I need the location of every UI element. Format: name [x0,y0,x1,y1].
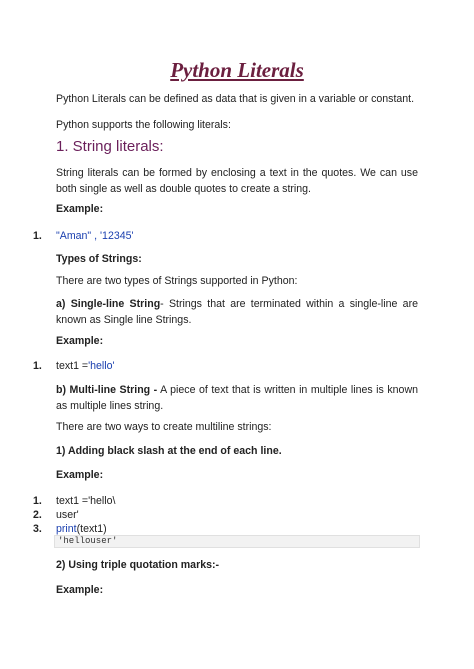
list-number: 3. [33,523,42,535]
intro-paragraph: Python Literals can be defined as data that is given in a variable or constant. [56,93,415,105]
method1-heading: 1) Adding black slash at the end of each line. [56,445,282,457]
method2-heading: 2) Using triple quotation marks:- [56,559,220,571]
code-line [56,360,115,372]
multi-line-label: b) Multi-line String - [56,384,158,396]
types-heading: Types of Strings: [56,253,142,265]
code-var: text1 = [56,360,89,372]
list-number: 1. [33,360,42,372]
example-label: Example: [56,335,104,347]
code-line: user' [56,509,79,521]
example-label: Example: [56,203,104,215]
single-line-text: - Strings that are terminated within a single-line are known as Single line Strings. [56,298,418,326]
code-keyword: print [56,523,77,535]
multi-line-paragraph [56,383,418,414]
code-line [56,523,107,535]
example-label: Example: [56,469,104,481]
types-paragraph: There are two types of Strings supported in Python: [56,275,298,287]
list-number: 1. [33,495,42,507]
example-label: Example: [56,584,104,596]
code-args: (text1) [76,523,107,535]
section-heading-string-literals: 1. String literals: [56,138,164,155]
single-line-label: a) Single-line String [56,298,161,310]
multi-line-text: A piece of text that is written in multiple lines is known as multiple lines string. [56,384,418,412]
code-line: "Aman" , '12345' [56,230,134,242]
list-number: 2. [33,509,42,521]
supports-paragraph: Python supports the following literals: [56,119,231,131]
page-title: Python Literals [170,58,304,82]
string-literals-paragraph: String literals can be formed by enclosing a text in the quotes. We can use both single as well as double quotes to create a string. [56,167,418,195]
list-number: 1. [33,230,42,242]
output-text: 'hellouser' [58,536,118,546]
multi-ways-paragraph: There are two ways to create multiline strings: [56,421,272,433]
single-line-paragraph [56,297,418,328]
code-string: 'hello' [88,360,115,372]
code-line: text1 ='hello\ [56,495,116,507]
